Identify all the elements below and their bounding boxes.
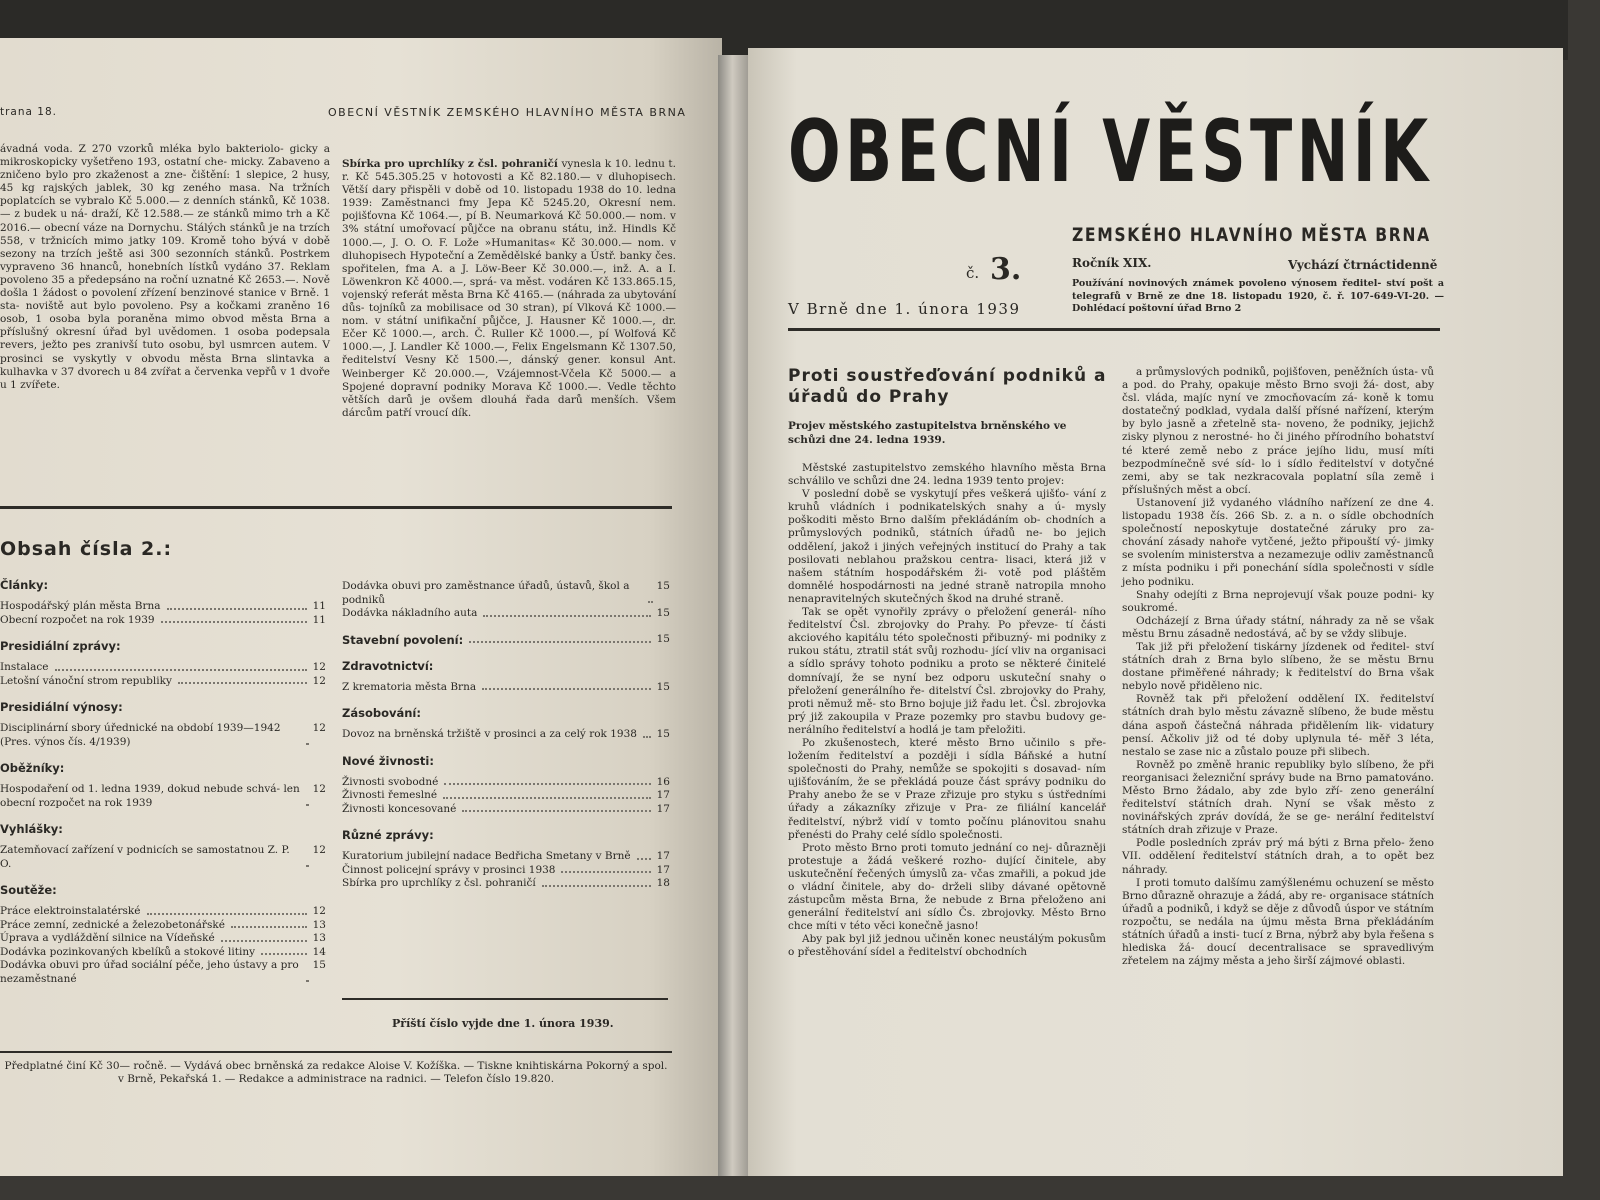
toc-entry	[342, 864, 670, 878]
toc-entry	[0, 661, 326, 675]
article-paragraph: Rovněž po změně hranic republiky bylo slíbeno, že při reorganisaci železniční správy bude na Brno pamatováno. Město Brno žádalo, aby zde bylo zří- zeno generální ředitelství státních drah. Nyní se však město z novinářských zpráv dovídá, že se ge- nerální ředitelství státních drah zřizuje v Praze.	[1122, 758, 1434, 837]
toc-entry-title: Hospodářský plán města Brna	[0, 600, 161, 612]
article-paragraph: Rovněž tak při přeložení oddělení IX. ředitelství státních drah bylo městu závazně slíbeno, že bude městu dána aspoň částečná náhrada přidělením lik- vidatury pensí. Ačkoliv již od té doby uplynula té- měř 3 léta, nestalo se zase nic a zůstalo pouze při slibech.	[1122, 693, 1434, 758]
toc-left-column	[0, 578, 326, 998]
toc-page-number: 12	[312, 905, 326, 917]
toc-page-number: 11	[312, 613, 326, 626]
article-paragraph: I proti tomuto dalšímu zamýšlenému ochuzení se město Brno důrazně ohrazuje a žádá, aby re- organisace státních úřadů a podniků, i když se děje z důvodů úspor ve státním rozpočtu, se nedála na újmu města Brna překládáním státních úřadů a insti- tucí z Brna, nýbrž aby byla řešena s hlediska žá- doucí decentralisace se spravedlivým zřetelem na zájmy města a jeho širší zájmové oblasti.	[1122, 876, 1434, 968]
toc-entry-title: Disciplinární sbory úřednické na období 1939—1942 (Pres. výnos čís. 4/1939)	[0, 722, 281, 748]
toc-entry-title: Dodávka pozinkovaných kbelíků a stokové litiny	[0, 945, 256, 958]
toc-page-number: 15	[656, 680, 670, 693]
toc-section	[342, 659, 670, 695]
right-page	[748, 48, 1563, 1176]
article-paragraph: Odcházejí z Brna úřady státní, náhrady za ně se však městu Brnu zásadně nedostává, ač by se vždy slibuje.	[1122, 614, 1434, 640]
toc-entry-title: Dodávka obuvi pro zaměstnance úřadů, ústavů, škol a podniků	[342, 580, 630, 606]
toc-section	[0, 639, 326, 688]
toc-page-number: 17	[656, 789, 670, 801]
toc-entry-title: Hospodaření od 1. ledna 1939, dokud nebude schvá- len obecní rozpočet na rok 1939	[0, 783, 300, 809]
refugee-collection-text: vynesla k 10. lednu t. r. Kč 545.305.25 v hotovosti a Kč 82.180.— v dluhopisech. Větší dary přispěli v době od 10. listopadu 1938 do 10. ledna 1939: Zaměstnanci fmy Jepa Kč 5245.20, Okresní nem. pojišťovna Kč 1064.—, pí B. Neumarková Kč 50.000.— nom. v 3% státní umořovací půjčce na obranu státu, inž. Hindls Kč 1000.—, J. O. O. F. Lože »Humanitas« Kč 30.000.— nom. v dluhopisech Hypoteční a Zemědělské banky a Ústř. banky čes. spořitelen, fma A. a J. Löw-Beer Kč 30.000.—, inž. A. a I. Löwenkron Kč 4000.—, sprá- va měst. vodáren Kč 133.865.15, vojenský referát města Brna Kč 4165.— (náhrada za ubytování důs- tojníků za mobilisace od 30 stran), pí Vlková Kč 1000.— nom. v státní unifikační půjčce, J. Hausner Kč 1000.—, dr. Ečer Kč 1000.—, arch. Č. Ruller Kč 1000.—, pí Wolfová Kč 1000.—, J. Landler Kč 1000.—, Felix Engelsmann Kč 1307.50, ředitelství Vesny Kč 1500.—, dánský gener. konsul Ant. Weinberger Kč 20.000.—, Vzájemnost-Včela Kč 5000.— a Spojené dopravní podniky Morava Kč 1000.—. Vedle těchto větších darů je ovšem dlouhá řada darů menších. Všem dárcům patří vroucí dík.	[342, 158, 676, 419]
running-head: OBECNÍ VĚSTNÍK ZEMSKÉHO HLAVNÍHO MĚSTA BRNA	[328, 106, 687, 119]
footer-rule	[0, 1051, 672, 1053]
toc-section-heading: Různé zprávy:	[342, 828, 434, 842]
toc-page-number: 14	[312, 945, 326, 958]
toc-entry-title: Letošní vánoční strom republiky	[0, 674, 172, 687]
toc-page-number: 15	[312, 959, 326, 971]
toc-entry-title: Dovoz na brněnská tržiště v prosinci a za celý rok 1938	[342, 728, 637, 740]
refugee-collection-lead: Sbírka pro uprchlíky z čsl. pohraničí	[342, 158, 558, 170]
toc-entry	[0, 600, 326, 614]
toc-page-number: 15	[656, 632, 670, 645]
toc-entry-title: Živnosti koncesované	[342, 802, 457, 815]
toc-page-number: 15	[656, 580, 670, 592]
toc-page-number: 12	[312, 661, 326, 673]
toc-page-number: 11	[312, 600, 326, 612]
toc-section	[0, 822, 326, 871]
toc-section	[342, 754, 670, 817]
toc-section	[342, 828, 670, 891]
toc-section-heading: Vyhlášky:	[0, 822, 63, 836]
toc-section	[342, 580, 670, 621]
toc-section-heading: Soutěže:	[0, 883, 57, 897]
toc-entry	[342, 776, 670, 790]
toc-entry-title: Práce zemní, zednické a železobetonářské	[0, 918, 225, 931]
issue-label: č.	[966, 264, 980, 282]
volume: Ročník XIX.	[1072, 256, 1152, 270]
refugee-collection-column	[342, 158, 676, 420]
left-page	[0, 38, 722, 1176]
toc-page-number: 15	[656, 607, 670, 619]
section-divider	[0, 506, 672, 509]
toc-entry	[0, 783, 326, 810]
toc-section	[0, 761, 326, 810]
toc-entry	[342, 607, 670, 621]
toc-page-number: 17	[656, 863, 670, 876]
toc-entry-title: Zatemňovací zařízení v podnicích se samostatnou Z. P. O.	[0, 844, 290, 870]
toc-page-number: 17	[656, 802, 670, 815]
next-issue-notice: Příští číslo vyjde dne 1. února 1939.	[392, 1017, 614, 1030]
toc-entry-title: Práce elektroinstalatérské	[0, 905, 141, 917]
article-paragraph: Podle posledních zpráv prý má býti z Brna přelo- ženo VII. oddělení ředitelství státních drah, a to opět bez náhrady.	[1122, 837, 1434, 876]
toc-entry	[0, 844, 326, 871]
article-paragraph: Snahy odejíti z Brna neprojevují však pouze podni- ky soukromé.	[1122, 588, 1434, 614]
toc-entry	[342, 789, 670, 803]
toc-entry-title: Instalace	[0, 661, 49, 673]
date-line: V Brně dne 1. února 1939	[788, 300, 1021, 318]
toc-section-heading: Presidiální výnosy:	[0, 700, 123, 714]
toc-section-heading: Presidiální zprávy:	[0, 639, 121, 653]
article-paragraph: Proto město Brno proti tomuto jednání co nej- důrazněji protestuje a žádá veškeré rozho- dující činitele, aby uskutečnění řečených úmyslů za- včas zmařili, a pokud jde o vládní činitele, aby do- drželi sliby dávané opětovně zástupcům města Brna, že nebude z Brna přeloženo ani generální ředitelství ani sídlo Čs. zbrojovky. Město Brno chce míti v této věci konečně jasno!	[788, 841, 1106, 933]
article-paragraph: Městské zastupitelstvo zemského hlavního města Brna schválilo ve schůzi dne 24. ledna 1939 tento projev:	[788, 462, 1106, 488]
toc-entry	[0, 932, 326, 946]
toc-entry	[0, 722, 326, 749]
toc-entry-title: Dodávka obuvi pro úřad sociální péče, jeho ústavy a pro nezaměstnané	[0, 959, 299, 985]
article-paragraph: Po zkušenostech, které město Brno učinilo s pře- ložením ředitelství a později i sídla Báňské a hutní společnosti do Prahy, nemůže se spokojiti s dosavad- ním ujišťováním, že se překládá pouze část správy podniku do Prahy anebo že se v Praze zřizuje pro styku s ústředními úřady a zákazníky zřizuje v Pra- ze filiální kancelář ředitelství, nýbrž vidí v tomto počínu plánovitou snahu přenésti do Prahy celé sídlo společnosti.	[788, 736, 1106, 841]
toc-entry-title: Kuratorium jubilejní nadace Bedřicha Smetany v Brně	[342, 850, 631, 862]
frequency: Vychází čtrnáctidenně	[1288, 258, 1438, 272]
masthead-subtitle: ZEMSKÉHO HLAVNÍHO MĚSTA BRNA	[1072, 224, 1431, 246]
toc-entry	[342, 877, 670, 891]
toc-section	[342, 706, 670, 742]
book-gutter	[718, 55, 750, 1176]
toc-entry-title: Činnost policejní správy v prosinci 1938	[342, 863, 556, 876]
toc-page-number: 18	[656, 877, 670, 889]
toc-section-heading: Nové živnosti:	[342, 753, 434, 768]
toc-page-number: 12	[312, 844, 326, 856]
article-title: Proti soustřeďování podniků a úřadů do Prahy	[788, 366, 1107, 407]
page-number: trana 18.	[0, 106, 57, 118]
toc-section	[342, 633, 670, 647]
toc-entry	[0, 905, 326, 919]
toc-page-number: 12	[312, 722, 326, 734]
toc-title: Obsah čísla 2.:	[0, 538, 173, 560]
toc-section	[0, 883, 326, 986]
toc-entry-title: Sbírka pro uprchlíky z čsl. pohraničí	[342, 877, 536, 889]
toc-page-number: 15	[656, 728, 670, 740]
toc-entry	[342, 850, 670, 864]
toc-entry-title: Úprava a vydláždění silnice na Vídeňské	[0, 932, 215, 944]
toc-entry	[342, 803, 670, 817]
toc-right-column	[342, 580, 670, 903]
toc-page-number: 13	[312, 932, 326, 944]
postal-note: Používání novinových známek povoleno výnosem ředitel- ství pošt a telegrafů v Brně ze dne 18. listopadu 1920, č. ř. 107-649-VI-20. — Dohlédací poštovní úřad Brno 2	[1072, 278, 1444, 314]
toc-section-heading: Oběžníky:	[0, 761, 65, 775]
toc-page-number: 16	[656, 775, 670, 788]
toc-section	[0, 700, 326, 749]
toc-entry	[342, 580, 670, 607]
article-paragraph: Aby pak byl již jednou učiněn konec neustálým pokusům o přestěhování sídel a ředitelství obchodních	[788, 933, 1106, 959]
toc-section-heading	[342, 633, 670, 647]
toc-section	[0, 578, 326, 627]
toc-section-heading: Zdravotnictví:	[342, 658, 434, 673]
article-paragraph: Tak již při přeložení tiskárny jízdenek od ředitel- ství státních drah z Brna bylo slíbeno, že se městu Brnu dostane přiměřené náhrady; k ředitelství do Brna však nebylo nově přiděleno nic.	[1122, 640, 1434, 693]
toc-section-heading: Články:	[0, 578, 49, 592]
toc-page-number: 17	[656, 850, 670, 862]
masthead-rule	[788, 328, 1440, 331]
toc-entry	[342, 681, 670, 695]
issue-number: 3.	[990, 252, 1022, 287]
toc-entry	[0, 614, 326, 628]
left-column-text: ávadná voda. Z 270 vzorků mléka bylo bakteriolo- gicky a mikroskopicky vyšetřeno 193, ostatní che- micky. Zabaveno a zničeno bylo pro zkaženost a zne- čištění: 1 slepice, 2 husy, 45 kg rajských jablek, 30 kg zeného masa. Na tržních poplatcích se vybralo Kč 5.000.— z denních stánků, Kč 1038.— z budek u ná- draží, Kč 12.588.— ze stánků mimo trh a Kč 2016.— obecní váze na Dornychu. Stálých stánků je na trzích 558, v tržnicích mimo jatky 109. Kromě toho bývá v době sezony na trzích ještě asi 300 sezonních stánků. Postrkem vypraveno 36 hnanců, honebních lístků vydáno 37. Reklam povoleno 35 a předepsáno na roční uznatné Kč 2653.—. Nově došla 1 žádost o povolení zřízení benzinové stanice v Brně. 1 sta- noviště aut bylo povoleno. Psy a kočkami zraněno 16 osob, 1 osoba byla poraněna mimo obvod města Brna a příslušný okresní úřad byl uvědomen. 1 osoba podepsala revers, ježto pes zranivší tuto osobu, byl usmrcen autem. V prosinci se vyskytly v obvodu města Brna slintavka a kulhavka v 37 dvorech u 84 zvířat a červenka vepřů v 1 dvoře u 1 zvířete.	[0, 143, 330, 391]
toc-entry-title: Obecní rozpočet na rok 1939	[0, 613, 155, 626]
toc-page-number: 12	[312, 674, 326, 687]
article-column-2	[1122, 366, 1434, 968]
article-paragraph: a průmyslových podniků, pojišťoven, peněžních ústa- vů a pod. do Prahy, opakuje město Brno svoji žá- dost, aby čsl. vláda, majíc nyní ve zmocňovacím zá- koně k tomu dostatečný podklad, vydala další přísné nařízení, kterým by bylo jasně a zřetelně sta- noveno, že podniky, jejichž zisky plynou z nerostné- ho či jiného přírodního bohatství té které země nebo z práce jejího lidu, musí míti bezpodmínečně své síd- lo i sídlo ředitelství v dotyčné zemi, aby se tak nezkracovala poplatní síla země i příslušných měst a obcí.	[1122, 366, 1434, 496]
toc-section-heading: Zásobování:	[342, 706, 421, 720]
toc-heading-text: Stavební povolení:	[342, 632, 464, 647]
toc-entry-title: Dodávka nákladního auta	[342, 607, 478, 619]
toc-entry	[0, 946, 326, 960]
toc-entry	[0, 959, 326, 986]
toc-entry	[0, 675, 326, 689]
toc-entry	[0, 919, 326, 933]
toc-page-number: 12	[312, 783, 326, 795]
article-paragraph: V poslední době se vyskytují přes veškerá ujišťo- vání z kruhů vládních i podnikatelských snahy a ú- mysly poškoditi město Brno dalším překládáním ob- chodních a průmyslových podniků, státních úřadů ne- bo jejich oddělení, jakož i jiných veřejných institucí do Prahy a tak posilovati neblahou pražskou centra- lisaci, která již v našem státním hospodářském ži- votě pod pláštěm domnělé hospodárnosti na jedné straně natropila mnoho nenapravitelných skutečných škod na druhé straně.	[788, 488, 1106, 605]
toc-entry	[342, 728, 670, 742]
article-subtitle: Projev městského zastupitelstva brněnského ve schůzi dne 24. ledna 1939.	[788, 420, 1067, 446]
masthead-title: OBECNÍ VĚSTNÍK	[788, 102, 1433, 202]
article-paragraph: Ustanovení již vydaného vládního nařízení ze dne 4. listopadu 1938 čís. 266 Sb. z. a n. o sídle obchodních společností neposkytuje dostatečné záruky pro za- chování zásady nahoře vytčené, ježto připouští vý- jimky se svolením ministerstva a nezamezuje odliv zaměstnanců z místa podniku i při ponechání sídla společnosti v sídle jeho podniku.	[1122, 496, 1434, 588]
toc-entry-title: Z krematoria města Brna	[342, 680, 477, 693]
toc-page-number: 13	[312, 918, 326, 931]
toc-entry-title: Živnosti řemeslné	[342, 789, 438, 801]
article-column-1	[788, 462, 1106, 960]
publisher-footer: Předplatné činí Kč 30— ročně. — Vydává obec brněnská za redakce Aloise V. Kožíška. — Tiskne knihtiskárna Pokorný a spol. v Brně, Pekařská 1. — Redakce a administrace na radnici. — Telefon číslo 19.820.	[4, 1060, 668, 1086]
article-paragraph: Tak se opět vynořily zprávy o přeložení generál- ního ředitelství Čsl. zbrojovky do Prahy. Po převze- tí části akciového kapitálu této společnosti přibuzný- mi podniky z rukou státu, ztratil stát svůj rozhodu- jící vliv na organisaci a sídlo správy tohoto podniku a proto se některé činitelé domnívají, že se nyní bez odporu uskuteční snahy o přeložení generálního ře- ditelství Čsl. zbrojovky do Prahy, proti němuž mě- sto Brno bojuje již řadu let. Čsl. zbrojovka prý již zakoupila v Praze pozemky pro stavbu budovy ge- nerálního ředitelství a hodlá je tam přeložiti.	[788, 606, 1106, 736]
next-issue-rule	[342, 998, 668, 1000]
toc-entry-title: Živnosti svobodné	[342, 775, 439, 788]
